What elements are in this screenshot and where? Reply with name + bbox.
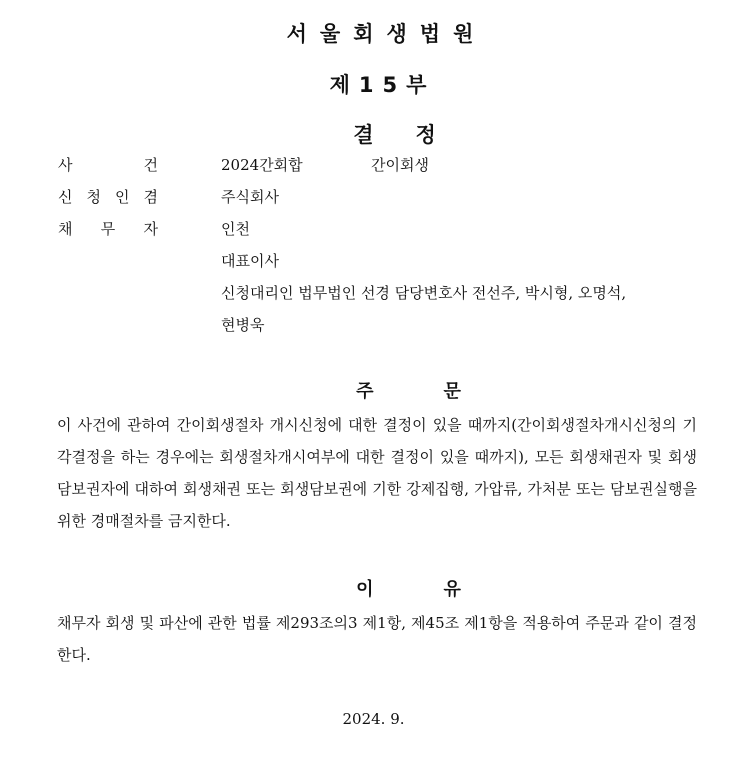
debtor-value: 인천	[221, 220, 250, 238]
order-heading: 주문	[356, 381, 531, 402]
agent-line-2: 현병욱	[221, 316, 265, 334]
reason-heading: 이유	[356, 579, 531, 600]
representative: 대표이사	[221, 252, 279, 270]
case-number: 2024간회합	[221, 156, 303, 174]
document-type: 결정	[353, 123, 478, 147]
case-type: 간이회생	[371, 156, 429, 174]
order-text: 이 사건에 관하여 간이회생절차 개시신청에 대한 결정이 있을 때까지(간이회생절차개시신청의 기각결정을 하는 경우에는 회생절차개시여부에 대한 결정이 있을 때까지), 모든 회생채권자 및 회생담보권자에 대하여 회생채권 또는 회생담보권에 기한 강제집행, 가압류, 가처분 또는 담보권실행을 위한 경매절차를 금지한다.	[57, 416, 697, 530]
debtor-label: 채 무 자	[58, 220, 158, 238]
court-name: 서울회생법원	[286, 22, 487, 46]
applicant-label: 신 청 인 겸	[58, 188, 158, 206]
reason-text: 채무자 회생 및 파산에 관한 법률 제293조의3 제1항, 제45조 제1항을 적용하여 주문과 같이 결정한다.	[57, 614, 697, 664]
division-name: 제15부	[329, 73, 436, 97]
case-label: 사 건	[58, 156, 158, 174]
applicant-value: 주식회사	[221, 188, 279, 206]
agent-line-1: 신청대리인 법무법인 선경 담당변호사 전선주, 박시형, 오명석,	[221, 284, 627, 302]
decision-date: 2024. 9.	[342, 710, 405, 728]
